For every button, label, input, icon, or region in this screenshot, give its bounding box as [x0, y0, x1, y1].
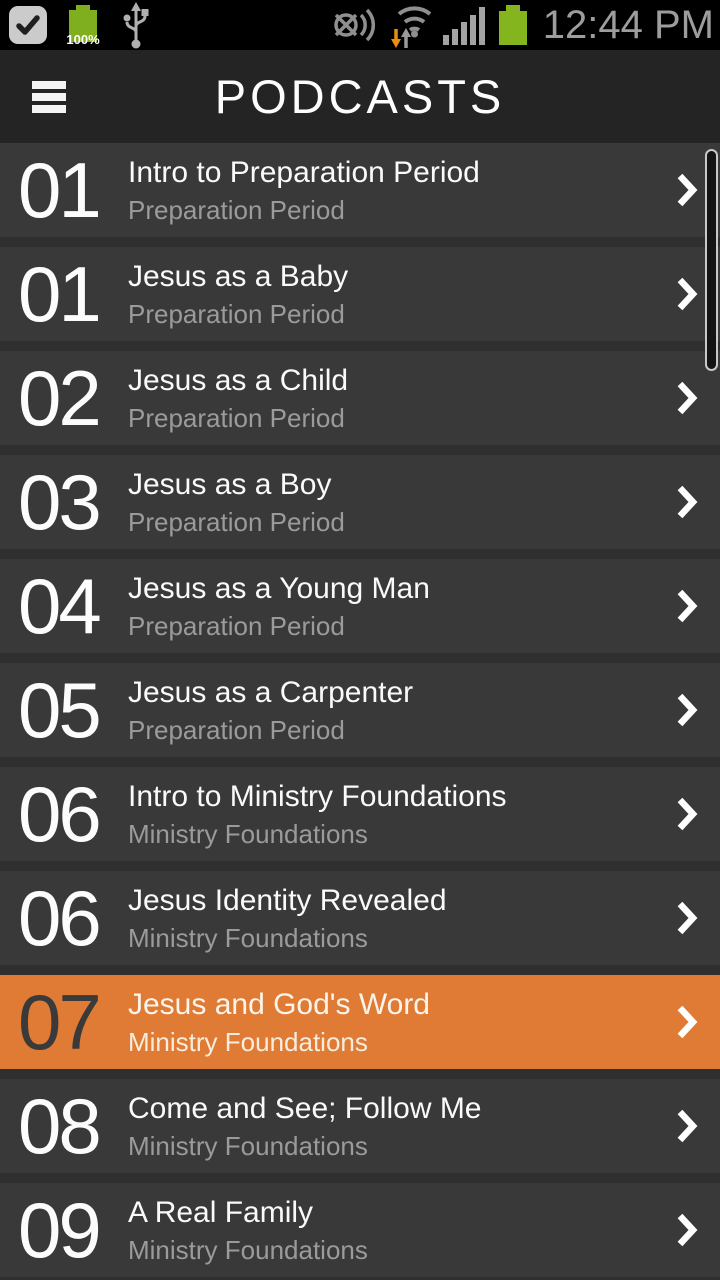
- episode-title: Jesus as a Carpenter: [128, 675, 414, 709]
- episode-title: Jesus as a Boy: [128, 467, 332, 501]
- chevron-right-icon: [676, 1106, 698, 1146]
- episode-series: Ministry Foundations: [128, 922, 368, 953]
- episode-series: Ministry Foundations: [128, 1026, 368, 1057]
- episode-title: A Real Family: [128, 1195, 314, 1229]
- episode-title: Jesus and God's Word: [128, 987, 430, 1021]
- status-bar-left: [0, 1, 154, 49]
- episode-series: Preparation Period: [128, 610, 345, 641]
- chevron-right-icon: [676, 898, 698, 938]
- podcast-list-item[interactable]: [0, 1183, 720, 1277]
- episode-title: Jesus Identity Revealed: [128, 883, 447, 917]
- chevron-right-icon: [676, 378, 698, 418]
- hamburger-menu-icon[interactable]: [32, 81, 66, 113]
- episode-number: 08: [18, 1082, 99, 1170]
- podcast-list-item[interactable]: [0, 767, 720, 861]
- chevron-right-icon: [676, 1002, 698, 1042]
- podcast-list-item[interactable]: [0, 455, 720, 549]
- wifi-activity-icon: [388, 1, 434, 49]
- battery-100-icon: [64, 3, 102, 47]
- signal-strength-icon: [443, 5, 487, 45]
- episode-text: [110, 883, 676, 953]
- episode-text: [110, 155, 676, 225]
- battery-full-icon: [496, 3, 530, 47]
- episode-text: [110, 1091, 676, 1161]
- episode-number: 03: [18, 458, 99, 546]
- episode-text: [110, 779, 676, 849]
- episode-number: 02: [18, 354, 99, 442]
- chevron-right-icon: [676, 586, 698, 626]
- episode-title: Jesus as a Child: [128, 363, 349, 397]
- episode-number: 01: [18, 146, 99, 234]
- podcast-list-item[interactable]: [0, 559, 720, 653]
- clock: 12:44 PM: [542, 2, 714, 47]
- episode-number: 06: [18, 770, 99, 858]
- episode-text: [110, 363, 676, 433]
- chevron-right-icon: [676, 274, 698, 314]
- podcast-list-item[interactable]: [0, 871, 720, 965]
- episode-text: [110, 1195, 676, 1265]
- podcast-list-item[interactable]: [0, 975, 720, 1069]
- episode-series: Ministry Foundations: [128, 818, 368, 849]
- usb-icon: [118, 1, 154, 49]
- podcast-list: [0, 143, 720, 1277]
- episode-title: Intro to Preparation Period: [128, 155, 480, 189]
- episode-series: Ministry Foundations: [128, 1234, 368, 1265]
- podcast-list-item[interactable]: [0, 247, 720, 341]
- episode-text: [110, 987, 676, 1057]
- episode-number: 07: [18, 978, 99, 1066]
- episode-series: Preparation Period: [128, 402, 345, 433]
- podcast-list-item[interactable]: [0, 663, 720, 757]
- podcast-list-item[interactable]: [0, 143, 720, 237]
- chevron-right-icon: [676, 1210, 698, 1250]
- status-bar-right: [329, 1, 720, 49]
- checkbox-checked-icon: [8, 5, 48, 45]
- chevron-right-icon: [676, 690, 698, 730]
- battery-percent-label: 100%: [66, 32, 100, 47]
- episode-number: 05: [18, 666, 99, 754]
- episode-series: Preparation Period: [128, 298, 345, 329]
- episode-text: [110, 675, 676, 745]
- episode-number: 04: [18, 562, 99, 650]
- chevron-right-icon: [676, 482, 698, 522]
- episode-text: [110, 259, 676, 329]
- chevron-right-icon: [676, 170, 698, 210]
- episode-title: Jesus as a Young Man: [128, 571, 430, 605]
- episode-number: 09: [18, 1186, 99, 1274]
- episode-title: Come and See; Follow Me: [128, 1091, 482, 1125]
- chevron-right-icon: [676, 794, 698, 834]
- episode-text: [110, 571, 676, 641]
- page-title: PODCASTS: [214, 70, 506, 123]
- episode-title: Intro to Ministry Foundations: [128, 779, 507, 813]
- episode-title: Jesus as a Baby: [128, 259, 349, 293]
- scrollbar-thumb[interactable]: [705, 149, 718, 371]
- podcast-list-item[interactable]: [0, 351, 720, 445]
- gps-location-icon: [329, 4, 379, 46]
- episode-series: Preparation Period: [128, 714, 345, 745]
- episode-text: [110, 467, 676, 537]
- episode-series: Ministry Foundations: [128, 1130, 368, 1161]
- episode-series: Preparation Period: [128, 506, 345, 537]
- episode-series: Preparation Period: [128, 194, 345, 225]
- episode-number: 06: [18, 874, 99, 962]
- app-header: [0, 50, 720, 143]
- podcast-list-item[interactable]: [0, 1079, 720, 1173]
- status-bar: [0, 0, 720, 50]
- episode-number: 01: [18, 250, 99, 338]
